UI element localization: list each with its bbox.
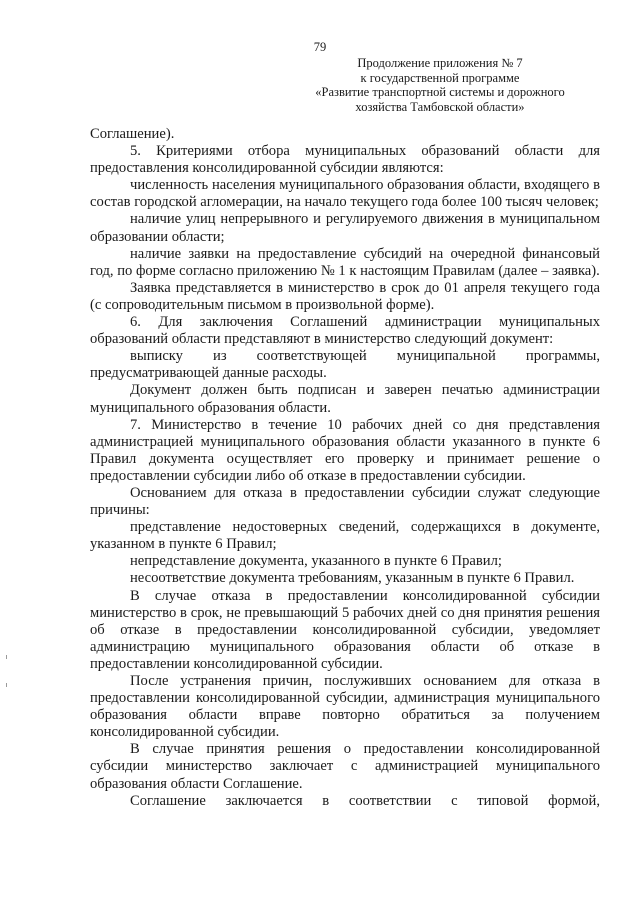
paragraph: наличие улиц непрерывного и регулируемого движения в муниципальном образовании области; [90,211,600,245]
scan-margin-mark [6,655,7,659]
document-body [90,126,600,810]
paragraph: наличие заявки на предоставление субсидий на очередной финансовый год, по форме согласно приложению № 1 к настоящим Правилам (далее – заявка). [90,245,600,279]
paragraph: 5. Критериями отбора муниципальных образований области для предоставления консолидированной субсидии являются: [90,143,600,177]
paragraph: выписку из соответствующей муниципальной программы, предусматривающей данные расходы. [90,348,600,382]
paragraph: численность населения муниципального образования области, входящего в состав городской агломерации, на начало текущего года более 100 тысяч человек; [90,177,600,211]
paragraph: 7. Министерство в течение 10 рабочих дней со дня представления администрацией муниципального образования области указанного в пункте 6 Правил документа осуществляет его проверку и принимает решение о предоставлении субсидии либо об отказе в предоставлении субсидии. [90,416,600,484]
paragraph: Основанием для отказа в предоставлении субсидии служат следующие причины: [90,484,600,519]
paragraph: В случае отказа в предоставлении консолидированной субсидии министерство в срок, не превышающий 5 рабочих дней со дня принятия решения об отказе в предоставлении консолидированной субсидии, уведомляет администрацию муниципального образования области об отказе в предоставлении консолидированной субсидии. [90,587,600,672]
paragraph: несоответствие документа требованиям, указанным в пункте 6 Правил. [130,570,575,587]
header-line: к государственной программе [360,70,520,85]
paragraph: Заявка представляется в министерство в срок до 01 апреля текущего года (с сопроводительным письмом в произвольной форме). [90,279,600,313]
appendix-header [310,56,570,114]
paragraph: Документ должен быть подписан и заверен печатью администрации муниципального образования области. [90,382,600,416]
header-line: «Развитие транспортной системы и дорожного [315,85,565,99]
header-line: хозяйства Тамбовской области» [355,99,525,114]
paragraph: Соглашение). [90,126,175,142]
paragraph: В случае принятия решения о предоставлении консолидированной субсидии министерство заключает с администрацией муниципального образования области Соглашение. [90,741,600,792]
paragraph: представление недостоверных сведений, содержащихся в документе, указанном в пункте 6 Правил; [90,519,600,553]
paragraph: После устранения причин, послуживших основанием для отказа в предоставлении консолидированной субсидии, администрация муниципального образования области вправе повторно обратиться за получением консолидированной субсидии. [90,673,600,741]
scan-margin-mark [6,683,7,687]
paragraph: 6. Для заключения Соглашений администрации муниципальных образований области представляют в министерство следующий документ: [90,314,600,348]
page-number: 79 [313,40,327,54]
header-line: Продолжение приложения № 7 [357,56,523,70]
paragraph: Соглашение заключается в соответствии с типовой формой, [130,792,600,809]
paragraph: непредставление документа, указанного в пункте 6 Правил; [130,553,502,570]
